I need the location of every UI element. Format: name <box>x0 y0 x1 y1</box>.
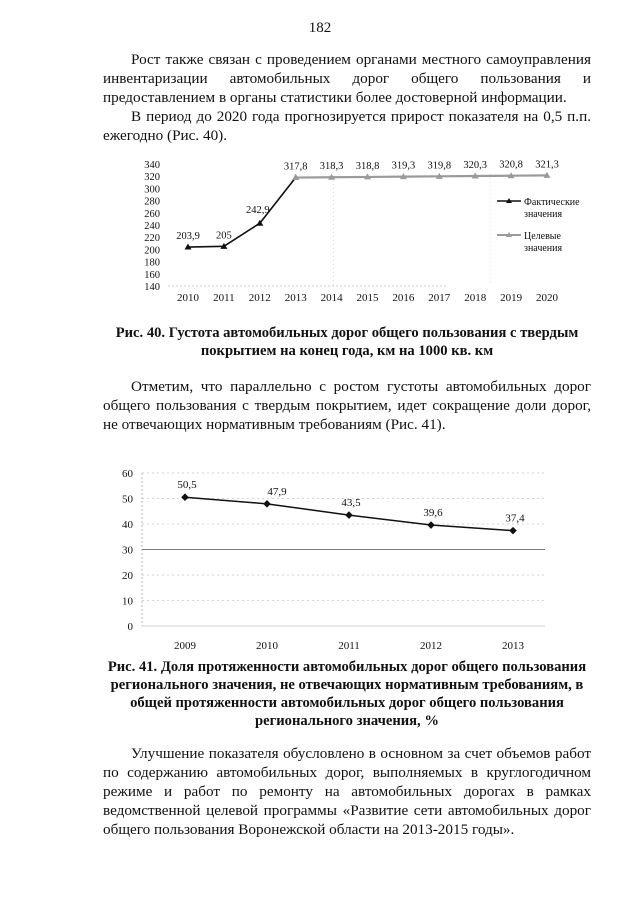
x-tick-label: 2019 <box>500 292 523 304</box>
x-tick-label: 2010 <box>256 640 278 652</box>
data-label: 203,9 <box>176 231 200 243</box>
x-tick-label: 2014 <box>320 292 343 304</box>
data-point <box>427 521 435 529</box>
data-label: 43,5 <box>341 497 361 510</box>
data-point <box>509 527 517 535</box>
legend-label-actual <box>524 197 580 220</box>
data-label: 319,8 <box>427 160 452 172</box>
y-tick-label: 60 <box>122 468 133 480</box>
y-tick-label: 40 <box>122 519 133 531</box>
paragraph-1: Рост также связан с проведением органами местного самоуправления инвентаризации автомобильных дорог общего пользования и предоставлением в органы статистики более достоверной информации. <box>103 51 591 106</box>
y-tick-label: 160 <box>144 269 160 281</box>
data-label: 50,5 <box>177 479 197 492</box>
paragraph-4: Улучшение показателя обусловлено в основном за счет объемов работ по содержанию автомобильных дорог, выполняемых в круглогодичном режиме и работ по ремонту на автомобильных дорогах в рамках ведомственной целевой программы «Развитие сети автомобильных дорог общего пользования Воронежской области на 2013-2015 годы». <box>103 745 591 838</box>
x-tick-label: 2012 <box>248 292 271 304</box>
page-number: 182 <box>308 20 332 36</box>
y-tick-label: 10 <box>122 595 133 608</box>
x-tick-label: 2020 <box>536 292 558 304</box>
y-tick-label: 300 <box>144 184 160 196</box>
data-label: 321,3 <box>535 159 559 171</box>
legend-label-actual-line2: значения <box>524 209 563 220</box>
data-label: 242,9 <box>245 205 270 217</box>
x-tick-label: 2013 <box>502 640 524 652</box>
legend-label-target-line1: Целевые <box>524 231 561 242</box>
x-tick-label: 2011 <box>213 292 235 304</box>
data-label: 205 <box>216 230 232 242</box>
y-tick-label: 140 <box>144 282 160 293</box>
chart-road-density <box>100 150 580 315</box>
data-label: 320,8 <box>499 159 523 171</box>
series-line-actual <box>188 178 296 247</box>
data-label: 39,6 <box>423 507 443 520</box>
y-tick-label: 280 <box>144 196 160 208</box>
y-tick-label: 0 <box>127 621 133 633</box>
data-point <box>345 511 353 519</box>
data-label: 317,8 <box>283 161 308 173</box>
x-tick-label: 2017 <box>428 292 451 304</box>
data-label: 47,9 <box>267 485 287 498</box>
x-tick-label: 2009 <box>174 640 196 652</box>
data-label: 319,3 <box>391 160 416 172</box>
y-tick-label: 180 <box>144 257 160 269</box>
data-point <box>263 500 271 508</box>
figure-40-caption: Рис. 40. Густота автомобильных дорог общего пользования с твердым покрытием на конец года, км на 1000 кв. км <box>115 325 579 359</box>
y-tick-label: 30 <box>122 544 133 557</box>
y-tick-label: 20 <box>122 570 133 582</box>
x-tick-label: 2015 <box>356 292 379 304</box>
legend-label-actual-line1: Фактические <box>524 197 580 208</box>
x-tick-label: 2016 <box>392 292 415 304</box>
x-tick-label: 2012 <box>420 640 442 652</box>
data-label: 318,8 <box>355 160 380 172</box>
x-tick-label: 2013 <box>284 292 307 304</box>
data-label: 318,3 <box>319 161 344 173</box>
legend-label-target-line2: значения <box>524 243 563 254</box>
chart-substandard-roads-share <box>100 462 570 657</box>
y-tick-label: 220 <box>144 233 160 245</box>
data-point <box>181 493 189 501</box>
x-tick-label: 2018 <box>464 292 487 304</box>
y-tick-label: 340 <box>144 160 160 171</box>
data-label: 37,4 <box>505 512 525 525</box>
y-tick-label: 320 <box>144 172 160 184</box>
x-tick-label: 2011 <box>338 640 360 652</box>
y-tick-label: 240 <box>144 221 160 232</box>
y-tick-label: 200 <box>144 245 160 257</box>
data-label: 320,3 <box>463 160 488 172</box>
y-tick-label: 260 <box>144 208 160 220</box>
legend-label-target <box>524 231 563 254</box>
x-tick-label: 2010 <box>177 292 199 304</box>
y-tick-label: 50 <box>122 493 133 506</box>
figure-41-caption: Рис. 41. Доля протяженности автомобильных дорог общего пользования регионального значения, не отвечающих нормативным требованиям, в общей протяженности автомобильных дорог общего пользования регионального значения, % <box>107 659 587 729</box>
paragraph-3: Отметим, что параллельно с ростом густоты автомобильных дорог общего пользования с твердым покрытием, идет сокращение доли дорог, не отвечающих нормативным требованиям (Рис. 41). <box>103 378 591 433</box>
paragraph-2: В период до 2020 года прогнозируется прирост показателя на 0,5 п.п. ежегодно (Рис. 40). <box>103 108 591 144</box>
